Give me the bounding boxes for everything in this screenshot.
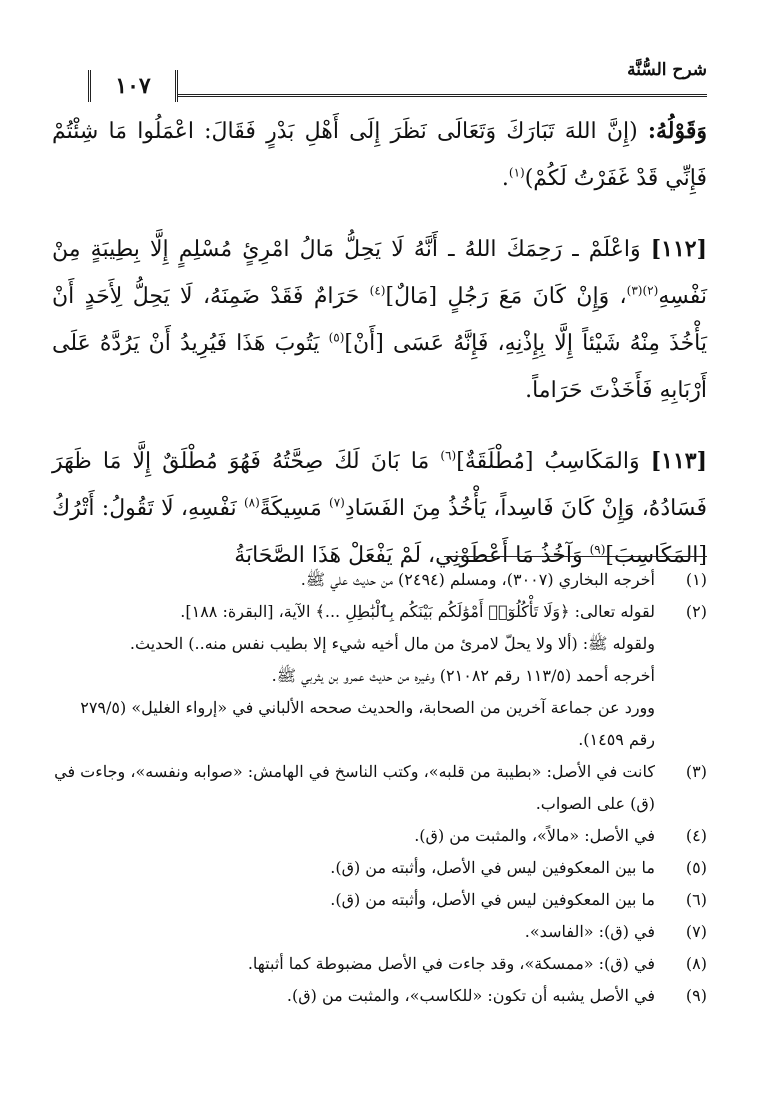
paragraph-bukhari-quote [52, 108, 707, 202]
footnote-number: (٩) [685, 986, 707, 1005]
footnote-text: أخرجه البخاري (٣٠٠٧)، ومسلم (٢٤٩٤) من حديث علي ﷺ. [300, 570, 655, 589]
footnote-number: (٤) [685, 826, 707, 845]
footnote-1 [52, 564, 707, 596]
footnote-text: لقوله تعالى: ﴿وَلَا تَأْكُلُوٓا۟ أَمْوَٰلَكُم بَيْنَكُم بِٱلْبَٰطِلِ ...﴾ الآية، [البقرة: ١٨٨]. [180, 602, 655, 621]
paragraph-text: (إِنَّ اللهَ تَبَارَكَ وَتَعَالَى نَظَرَ إِلَى أَهْلِ بَدْرٍ فَقَالَ: اعْمَلُوا مَا شِئْتُمْ فَإِنِّي قَدْ غَفَرْتُ لَكُمْ) [52, 119, 707, 191]
footnotes [52, 564, 707, 1012]
footnote-separator [444, 556, 707, 557]
footnote-number: (٥) [685, 858, 707, 877]
footnote-number: (١) [685, 570, 707, 589]
paragraph-text: نَفْسِهِ، لَا تَقُولُ: أَتْرُكُ [المَكَاسِبَ] [52, 496, 707, 568]
paragraph-text: يَتُوبَ هَذَا فَيُرِيدُ أَنْ يَرُدَّهُ عَلَى أَرْبَابِهِ فَأَخَذْتَ حَرَاماً. [52, 331, 707, 403]
footnote-text: ما بين المعكوفين ليس في الأصل، وأثبته من (ق). [330, 858, 655, 877]
footnote-ref-5[interactable]: (٥) [328, 330, 345, 345]
footnote-ref-2[interactable]: (٢) [642, 283, 659, 298]
footnote-number: (٧) [685, 922, 707, 941]
footnote-ref-8[interactable]: (٨) [243, 495, 260, 510]
footnote-3 [52, 756, 707, 820]
footnote-ref-7[interactable]: (٧) [329, 495, 345, 510]
paragraph-text: مَا بَانَ لَكَ صِحَّتُهُ فَهُوَ مُطْلَقٌ إِلَّا مَا ظَهَرَ فَسَادُهُ، وَإِنْ كَانَ فَاسِداً، يَأْخُذُ مِنَ الفَسَادِ [52, 449, 707, 521]
main-text [52, 108, 707, 579]
paragraph-number: [١١٣] [650, 448, 707, 474]
paragraph-text: حَرَامٌ فَقَدْ ضَمِنَهُ، لَا يَحِلُّ لِأَحَدٍ أَنْ يَأْخُذَ مِنْهُ شَيْئاً إِلَّا بِإِذْنِهِ، فَإِنَّهُ عَسَى [أَنْ] [52, 284, 707, 356]
footnote-ref-4[interactable]: (٤) [369, 283, 386, 298]
footnote-7 [52, 916, 707, 948]
footnote-6 [52, 884, 707, 916]
paragraph-113 [52, 438, 707, 579]
footnote-number: (٦) [685, 890, 707, 909]
footnote-number: (٢) [685, 602, 707, 621]
footnote-ref-1[interactable]: (١) [508, 165, 525, 180]
paragraph-text: ، وَإِنْ كَانَ مَعَ رَجُلٍ [مَالٌ] [385, 284, 627, 309]
paragraph-text: مَسِيكَةً [259, 496, 330, 521]
footnote-text: في الأصل يشبه أن تكون: «للكاسب»، والمثبت من (ق). [286, 986, 655, 1005]
book-title: شرح السُّنَّة [627, 60, 707, 80]
page-number: ١٠٧ [88, 70, 178, 102]
paragraph-text: وَاعْلَمْ ـ رَحِمَكَ اللهُ ـ أَنَّهُ لَا يَحِلُّ مَالُ امْرِئٍ مُسْلِمٍ إِلَّا بِطِيبَةٍ مِنْ نَفْسِهِ [52, 237, 707, 309]
footnote-ref-3[interactable]: (٣) [626, 283, 643, 298]
footnote-text: ولقوله ﷺ: (ألا ولا يحلّ لامرئ من مال أخيه شيء إلا بطيب نفس منه..) الحديث. [129, 634, 655, 653]
paragraph-lead: وَقَوْلُهُ: [647, 118, 707, 144]
footnote-text: في الأصل: «مالاً»، والمثبت من (ق). [414, 826, 655, 845]
footnote-text: أخرجه أحمد (١١٣/٥ رقم ٢١٠٨٢) وغيره من حديث عمرو بن يثربي ﷺ. [271, 666, 655, 685]
footnote-4 [52, 820, 707, 852]
paragraph-end: . [501, 166, 509, 191]
paragraph-text: وَالمَكَاسِبُ [مُطْلَقَةٌ] [456, 449, 640, 474]
footnote-5 [52, 852, 707, 884]
paragraph-112 [52, 226, 707, 414]
footnote-9 [52, 980, 707, 1012]
footnote-ref-9[interactable]: (٩) [589, 542, 606, 557]
footnote-2 [52, 596, 707, 756]
paragraph-number: [١١٢] [650, 236, 707, 262]
footnote-text: وورد عن جماعة آخرين من الصحابة، والحديث صححه الألباني في «إرواء الغليل» (٢٧٩/٥ رقم ١٤٥٩). [80, 698, 655, 749]
footnote-ref-6[interactable]: (٦) [440, 448, 457, 463]
footnote-text: ما بين المعكوفين ليس في الأصل، وأثبته من (ق). [330, 890, 655, 909]
footnote-text: في (ق): «ممسكة»، وقد جاءت في الأصل مضبوطة كما أثبتها. [247, 954, 655, 973]
paragraph-text: وَآخُذُ مَا أَعْطَوْنِي، لَمْ يَفْعَلْ هَذَا الصَّحَابَةُ [234, 543, 590, 568]
header-rule [88, 94, 707, 97]
footnote-8 [52, 948, 707, 980]
footnote-number: (٨) [685, 954, 707, 973]
footnote-text: كانت في الأصل: «بطيبة من قلبه»، وكتب الناسخ في الهامش: «صوابه ونفسه»، وجاءت في (ق) على الصواب. [54, 762, 655, 813]
footnote-text: في (ق): «الفاسد». [524, 922, 655, 941]
footnote-number: (٣) [685, 762, 707, 781]
